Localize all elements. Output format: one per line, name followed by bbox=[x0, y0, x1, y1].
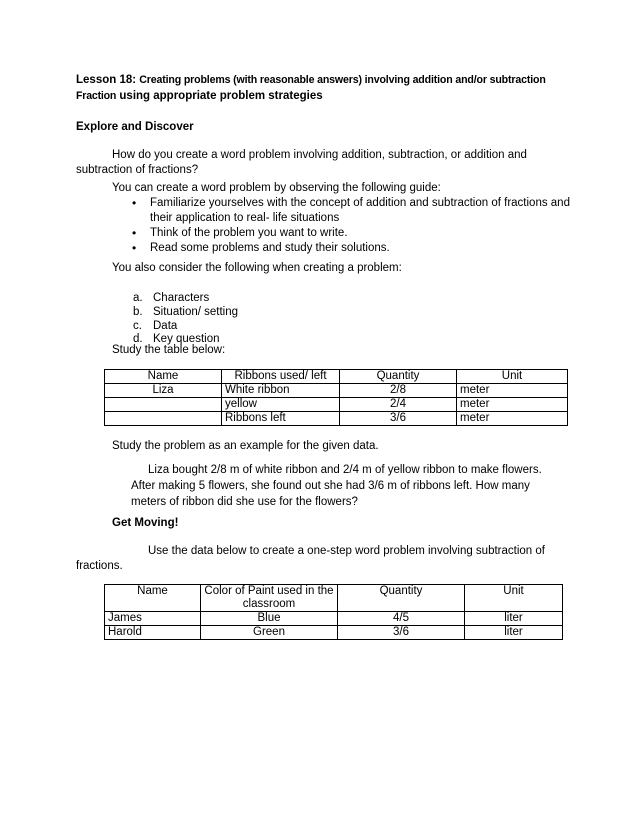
table-cell: meter bbox=[457, 384, 568, 398]
table-header-cell: Name bbox=[105, 370, 222, 384]
lesson-title-line2 bbox=[76, 90, 323, 102]
table-header-cell: Quantity bbox=[340, 370, 457, 384]
table-cell bbox=[105, 398, 222, 412]
table-header-cell: Quantity bbox=[338, 585, 465, 612]
lesson-title-line1 bbox=[76, 74, 546, 86]
consideration-item: d. Key question bbox=[133, 333, 220, 346]
table-header-cell: Unit bbox=[465, 585, 563, 612]
question-line1: How do you create a word problem involving addition, subtraction, or addition and bbox=[112, 149, 527, 161]
table-header-cell: Ribbons used/ left bbox=[222, 370, 340, 384]
table-header-cell: Color of Paint used in the classroom bbox=[201, 585, 338, 612]
consider-intro: You also consider the following when creating a problem: bbox=[112, 262, 402, 274]
example-problem-line1: Liza bought 2/8 m of white ribbon and 2/4 m of yellow ribbon to make flowers. bbox=[148, 464, 542, 476]
table-header-cell: Unit bbox=[457, 370, 568, 384]
table-cell: Harold bbox=[105, 626, 201, 640]
table-cell: Blue bbox=[201, 612, 338, 626]
table-row bbox=[105, 612, 563, 626]
example-problem-line3: meters of ribbon did she use for the flowers? bbox=[131, 496, 358, 508]
table-cell: meter bbox=[457, 398, 568, 412]
table-cell: White ribbon bbox=[222, 384, 340, 398]
instruction-line1: Use the data below to create a one-step word problem involving subtraction of bbox=[148, 545, 545, 557]
table-cell: Green bbox=[201, 626, 338, 640]
table-cell: liter bbox=[465, 626, 563, 640]
table-cell: Ribbons left bbox=[222, 412, 340, 426]
get-moving-heading: Get Moving! bbox=[112, 517, 179, 529]
lesson-title-fraction: Fraction bbox=[76, 90, 117, 102]
consideration-item: b. Situation/ setting bbox=[133, 305, 239, 318]
table-cell: Liza bbox=[105, 384, 222, 398]
table-row bbox=[105, 412, 568, 426]
study-table-intro: Study the table below: bbox=[112, 344, 226, 356]
table-cell: yellow bbox=[222, 398, 340, 412]
question-line2: subtraction of fractions? bbox=[76, 164, 199, 176]
guide-bullet-item: • Read some problems and study their solutions. bbox=[130, 241, 570, 256]
table-header-row bbox=[105, 585, 563, 612]
table-cell: 3/6 bbox=[338, 626, 465, 640]
table-cell: 3/6 bbox=[340, 412, 457, 426]
table-header-row bbox=[105, 370, 568, 384]
table-row bbox=[105, 398, 568, 412]
table-cell: 2/8 bbox=[340, 384, 457, 398]
table-cell: James bbox=[105, 612, 201, 626]
example-problem-line2: After making 5 flowers, she found out she had 3/6 m of ribbons left. How many bbox=[131, 480, 530, 492]
table-cell: 2/4 bbox=[340, 398, 457, 412]
paint-table bbox=[104, 584, 563, 640]
table-header-cell: Name bbox=[105, 585, 201, 612]
table-row bbox=[105, 384, 568, 398]
lesson-label: Lesson 18: bbox=[76, 74, 137, 86]
guide-bullet-item: • Think of the problem you want to write. bbox=[130, 226, 570, 241]
lesson-title-text: Creating problems (with reasonable answers) involving addition and/or subtraction bbox=[139, 74, 546, 86]
ribbon-table bbox=[104, 369, 568, 426]
lesson-title-rest: using appropriate problem strategies bbox=[119, 90, 323, 102]
considerations-list bbox=[133, 292, 238, 347]
explore-heading: Explore and Discover bbox=[76, 121, 194, 133]
consideration-item: c. Data bbox=[133, 319, 178, 332]
consideration-item: a. Characters bbox=[133, 292, 210, 304]
guide-intro: You can create a word problem by observing the following guide: bbox=[112, 182, 441, 194]
guide-bullet-item: • Familiarize yourselves with the concept of addition and subtraction of fractions and their application to real- life situations bbox=[130, 196, 570, 226]
table-cell: meter bbox=[457, 412, 568, 426]
table-cell bbox=[105, 412, 222, 426]
study-problem-intro: Study the problem as an example for the given data. bbox=[112, 440, 379, 452]
instruction-line2: fractions. bbox=[76, 560, 123, 572]
table-cell: 4/5 bbox=[338, 612, 465, 626]
table-cell: liter bbox=[465, 612, 563, 626]
guide-bullet-list bbox=[130, 196, 570, 256]
table-row bbox=[105, 626, 563, 640]
